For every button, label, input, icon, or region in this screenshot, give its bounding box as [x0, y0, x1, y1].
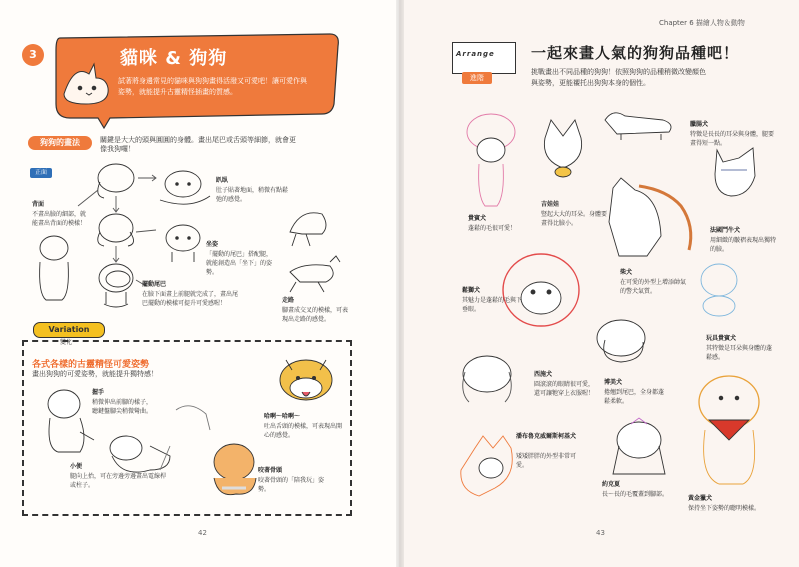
breed-4-text: 其魅力是蓬鬆的毛與下垂眼。 [462, 297, 523, 313]
breed-6-name: 玩具貴賓犬 [706, 335, 737, 342]
breed-7-name: 西施犬 [534, 371, 553, 378]
left-page-title: 貓咪 & 狗狗 [120, 48, 228, 69]
note-sitting-title: 坐姿 [206, 241, 219, 248]
var-pant-title: 哈啊～哈啊～ [264, 413, 301, 420]
arrange-sub: 進階 [462, 72, 492, 84]
var-pant-text: 吐出舌頭的模樣，可表現出開心的感覺。 [264, 423, 343, 439]
breed-3-text: 用細緻的皺褶表現出獨特的臉。 [710, 237, 777, 253]
variation-desc: 畫出狗狗的可愛姿勢，就能提升獨特感！ [32, 370, 158, 378]
variation-title: 各式各樣的古靈精怪可愛姿勢 [32, 360, 150, 370]
variation-sub: 變化 [60, 339, 73, 346]
breed-11-text: 保持坐下姿勢的聰明模樣。 [688, 505, 761, 512]
var-shake-text: 稍微伸出前腳的樣子，聽鍵盤腳尖稍微彎曲。 [92, 399, 153, 415]
front-tag: 正面 [30, 168, 52, 178]
note-wag-title: 擺動尾巴 [142, 281, 167, 288]
breed-2-text: 豎起大大的耳朵。身體要畫得比臉小。 [541, 211, 608, 227]
note-wag-text: 在臉下面畫上前腿就完成了，畫出尾巴擺動的模樣可提升可愛感喔！ [142, 291, 239, 307]
right-page-title: 一起來畫人氣的狗狗品種吧！ [531, 44, 740, 62]
note-lying-title: 趴臥 [216, 177, 229, 184]
arrange-label: Arrange [456, 50, 495, 58]
arrange-box [452, 42, 516, 74]
var-pee-title: 小便 [70, 463, 83, 470]
right-page-number: 43 [596, 529, 605, 537]
breed-0-text: 特徵是長長的耳朵與身體，腿要畫得短一點。 [690, 131, 775, 147]
breed-9-name: 潘布魯克威爾斯柯基犬 [516, 433, 577, 440]
note-lying-text: 肚子貼著地面，稍微有點鬆弛的感覺。 [216, 187, 289, 203]
note-back-title: 背面 [32, 201, 45, 208]
breed-10-name: 約克夏 [602, 481, 621, 488]
breed-5-text: 在可愛的外型上增添帥氣的警犬氣質。 [620, 279, 687, 295]
left-page-intro: 試著將身邊常見的貓咪與狗狗畫得活潑又可愛吧！讓可愛作與姿勢，就能提升古靈精怪插畫的質感。 [118, 77, 307, 96]
var-pee-text: 腿向上抬，可在旁邊旁邊畫出電線桿或柱子。 [70, 473, 167, 489]
chapter-number-badge: 3 [22, 44, 44, 66]
var-bone-title: 咬著骨頭 [258, 467, 283, 474]
breed-1-name: 貴賓犬 [468, 215, 487, 222]
breed-3-name: 法國鬥牛犬 [710, 227, 741, 234]
dog-sketches [40, 164, 340, 307]
chapter-head: Chapter 6 描繪人物＆動物 [659, 19, 745, 27]
breed-9-text: 矮矮胖胖的外型非常可愛。 [516, 453, 577, 469]
section-label: 狗狗的畫法 [28, 136, 92, 150]
section-desc: 關鍵是大大的頭與圓圓的身體。畫出尾巴或舌頭等細節，就會更像我狗囉！ [100, 136, 296, 153]
right-page-desc: 挑戰畫出不同品種的狗狗！依照狗狗的品種稍微改變顏色與姿勢，更能襯托出狗狗本身的個性。 [531, 68, 706, 87]
breed-8-name: 博美犬 [604, 379, 623, 386]
var-shake-title: 握手 [92, 389, 105, 396]
breed-2-name: 吉娃娃 [541, 201, 560, 208]
breed-0-name: 臘腸犬 [690, 121, 709, 128]
breed-4-name: 鬆獅犬 [462, 287, 481, 294]
breed-10-text: 長～長的毛覆蓋到腳部。 [602, 491, 669, 498]
breed-5-name: 柴犬 [620, 269, 633, 276]
variation-label: Variation [33, 322, 105, 338]
breed-11-name: 黃金獵犬 [688, 495, 713, 502]
book-gutter [396, 0, 404, 567]
note-back-text: 不畫出臉的細部，就能畫出背面的模樣！ [32, 211, 87, 227]
note-walk-text: 腳畫成交叉的模樣，可表現出走路的感覺。 [282, 307, 349, 323]
breed-1-text: 蓬鬆的毛很可愛！ [468, 225, 517, 232]
breed-7-text: 圓滾滾的眼睛很可愛，還可讓牠穿上衣服喔！ [534, 381, 595, 397]
breed-8-text: 捲翹到尾巴，全身都蓬鬆柔軟。 [604, 389, 665, 405]
breed-6-text: 其特徵是耳朵與身體的蓬鬆感。 [706, 345, 773, 361]
note-walk-title: 走路 [282, 297, 295, 304]
left-page-number: 42 [198, 529, 207, 537]
var-bone-text: 咬著骨頭的「陪我玩」姿勢。 [258, 477, 325, 493]
note-sitting-text: 「擺動的尾巴」搭配腿，就能創造出「坐下」的姿勢。 [206, 251, 273, 276]
